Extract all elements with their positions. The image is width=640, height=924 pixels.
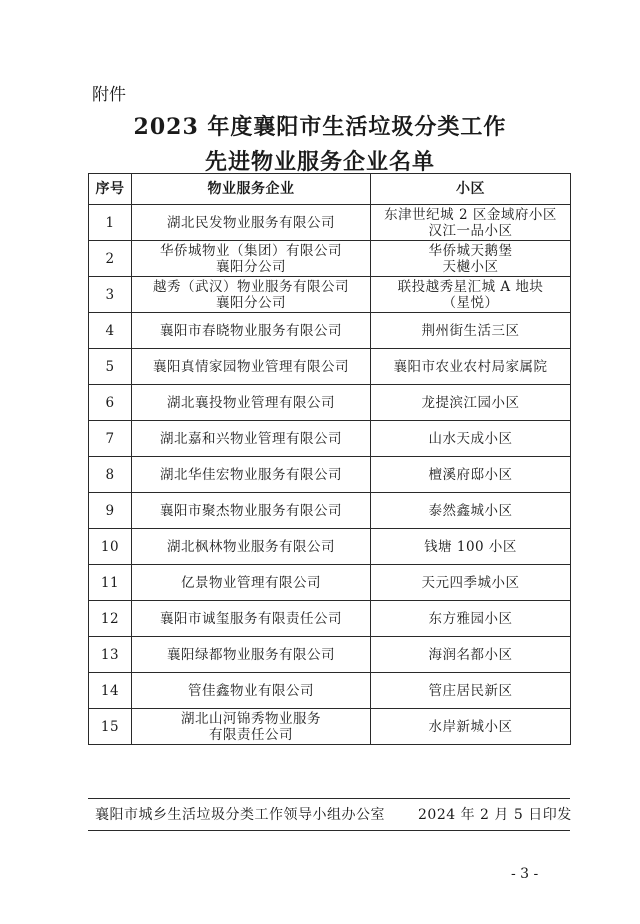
footer-date: 2024 年 2 月 5 日印发: [418, 807, 572, 823]
community-name: 钱塘 100 小区: [424, 538, 517, 555]
table-row: [89, 601, 571, 637]
community-name-cell: [371, 457, 571, 493]
company-name: 襄阳真情家园物业管理有限公司: [153, 358, 349, 375]
row-index: 8: [89, 457, 132, 493]
company-name-cell: [132, 601, 371, 637]
table-row: [89, 457, 571, 493]
community-name-cell: [371, 601, 571, 637]
table-row: [89, 385, 571, 421]
community-name-cell: [371, 277, 571, 313]
company-name-cell: [132, 385, 371, 421]
company-name: 湖北山河锦秀物业服务: [181, 710, 321, 727]
community-name: 天樾小区: [442, 258, 499, 275]
company-name-cell: [132, 277, 371, 313]
row-index: 14: [89, 673, 132, 709]
community-name: 联投越秀星汇城 A 地块: [397, 278, 544, 295]
community-name: 华侨城天鹅堡: [428, 242, 513, 259]
company-name-cell: [132, 565, 371, 601]
community-name: 檀溪府邸小区: [428, 466, 513, 483]
community-name-cell: [371, 385, 571, 421]
header-community: 小区: [371, 174, 571, 205]
company-name: 湖北枫林物业服务有限公司: [167, 538, 335, 555]
company-name: 襄阳分公司: [216, 294, 286, 311]
table-header-row: [89, 174, 571, 205]
company-name: 湖北华佳宏物业服务有限公司: [160, 466, 342, 483]
row-index: 10: [89, 529, 132, 565]
row-index: 15: [89, 709, 132, 745]
company-name: 襄阳绿都物业服务有限公司: [167, 646, 335, 663]
row-index: 3: [89, 277, 132, 313]
company-name: 有限责任公司: [209, 726, 293, 743]
company-name: 亿景物业管理有限公司: [181, 574, 321, 591]
row-index: 4: [89, 313, 132, 349]
row-index: 12: [89, 601, 132, 637]
community-name-cell: [371, 529, 571, 565]
community-name: 天元四季城小区: [421, 574, 520, 591]
community-name-cell: [371, 673, 571, 709]
table-row: [89, 349, 571, 385]
community-name: 东方雅园小区: [428, 610, 513, 627]
community-name-cell: [371, 493, 571, 529]
community-name: 龙提滨江园小区: [421, 394, 520, 411]
company-name-cell: [132, 457, 371, 493]
company-name: 襄阳市春晓物业服务有限公司: [160, 322, 342, 339]
company-name-cell: [132, 241, 371, 277]
community-name: 山水天成小区: [428, 430, 513, 447]
company-name-cell: [132, 205, 371, 241]
row-index: 11: [89, 565, 132, 601]
community-name: 东津世纪城 2 区金域府小区: [384, 206, 557, 223]
table-row: [89, 565, 571, 601]
table-row: [89, 637, 571, 673]
company-name: 湖北襄投物业管理有限公司: [167, 394, 335, 411]
table-row: [89, 241, 571, 277]
company-name-cell: [132, 529, 371, 565]
row-index: 9: [89, 493, 132, 529]
community-name-cell: [371, 349, 571, 385]
company-name-cell: [132, 313, 371, 349]
community-name-cell: [371, 421, 571, 457]
community-name: 管庄居民新区: [428, 682, 513, 699]
community-name: 襄阳市农业农村局家属院: [393, 358, 548, 375]
footer-issuer: 襄阳市城乡生活垃圾分类工作领导小组办公室: [95, 807, 385, 823]
community-name: 荆州街生活三区: [421, 322, 520, 339]
page-number: - 3 -: [511, 866, 539, 882]
table-row: [89, 709, 571, 745]
community-name: 汉江一品小区: [428, 222, 513, 239]
table-row: [89, 205, 571, 241]
row-index: 7: [89, 421, 132, 457]
company-name: 襄阳市聚杰物业服务有限公司: [160, 502, 342, 519]
table-row: [89, 277, 571, 313]
community-name: （星悦）: [442, 294, 499, 311]
row-index: 5: [89, 349, 132, 385]
row-index: 2: [89, 241, 132, 277]
company-name: 越秀（武汉）物业服务有限公司: [153, 278, 349, 295]
footer-bottom-rule: [88, 830, 570, 831]
header-company: 物业服务企业: [132, 174, 371, 205]
company-name-cell: [132, 709, 371, 745]
community-name: 水岸新城小区: [428, 718, 513, 735]
table-row: [89, 313, 571, 349]
community-name-cell: [371, 565, 571, 601]
community-name-cell: [371, 241, 571, 277]
company-name: 襄阳市诚玺服务有限责任公司: [160, 610, 342, 627]
document-title-line2: 先进物业服务企业名单: [204, 149, 435, 175]
community-name-cell: [371, 709, 571, 745]
company-name: 襄阳分公司: [216, 258, 286, 275]
company-name: 湖北嘉和兴物业管理有限公司: [160, 430, 342, 447]
table-row: [89, 421, 571, 457]
community-name-cell: [371, 637, 571, 673]
company-name-cell: [132, 349, 371, 385]
company-name: 华侨城物业（集团）有限公司: [160, 242, 342, 259]
company-name-cell: [132, 637, 371, 673]
footer-top-rule: [88, 798, 570, 799]
attachment-label: 附件: [92, 85, 126, 105]
row-index: 13: [89, 637, 132, 673]
company-name-cell: [132, 493, 371, 529]
company-name-cell: [132, 421, 371, 457]
header-index: 序号: [89, 174, 132, 205]
row-index: 1: [89, 205, 132, 241]
document-title-line1: 2023 年度襄阳市生活垃圾分类工作: [133, 114, 507, 140]
community-name-cell: [371, 205, 571, 241]
company-name: 湖北民发物业服务有限公司: [167, 214, 335, 231]
table-row: [89, 529, 571, 565]
community-name: 泰然鑫城小区: [428, 502, 513, 519]
table-row: [89, 493, 571, 529]
community-name: 海润名都小区: [428, 646, 513, 663]
company-name-cell: [132, 673, 371, 709]
community-name-cell: [371, 313, 571, 349]
company-name: 管佳鑫物业有限公司: [188, 682, 314, 699]
table-row: [89, 673, 571, 709]
enterprise-list-table: [88, 173, 571, 745]
row-index: 6: [89, 385, 132, 421]
